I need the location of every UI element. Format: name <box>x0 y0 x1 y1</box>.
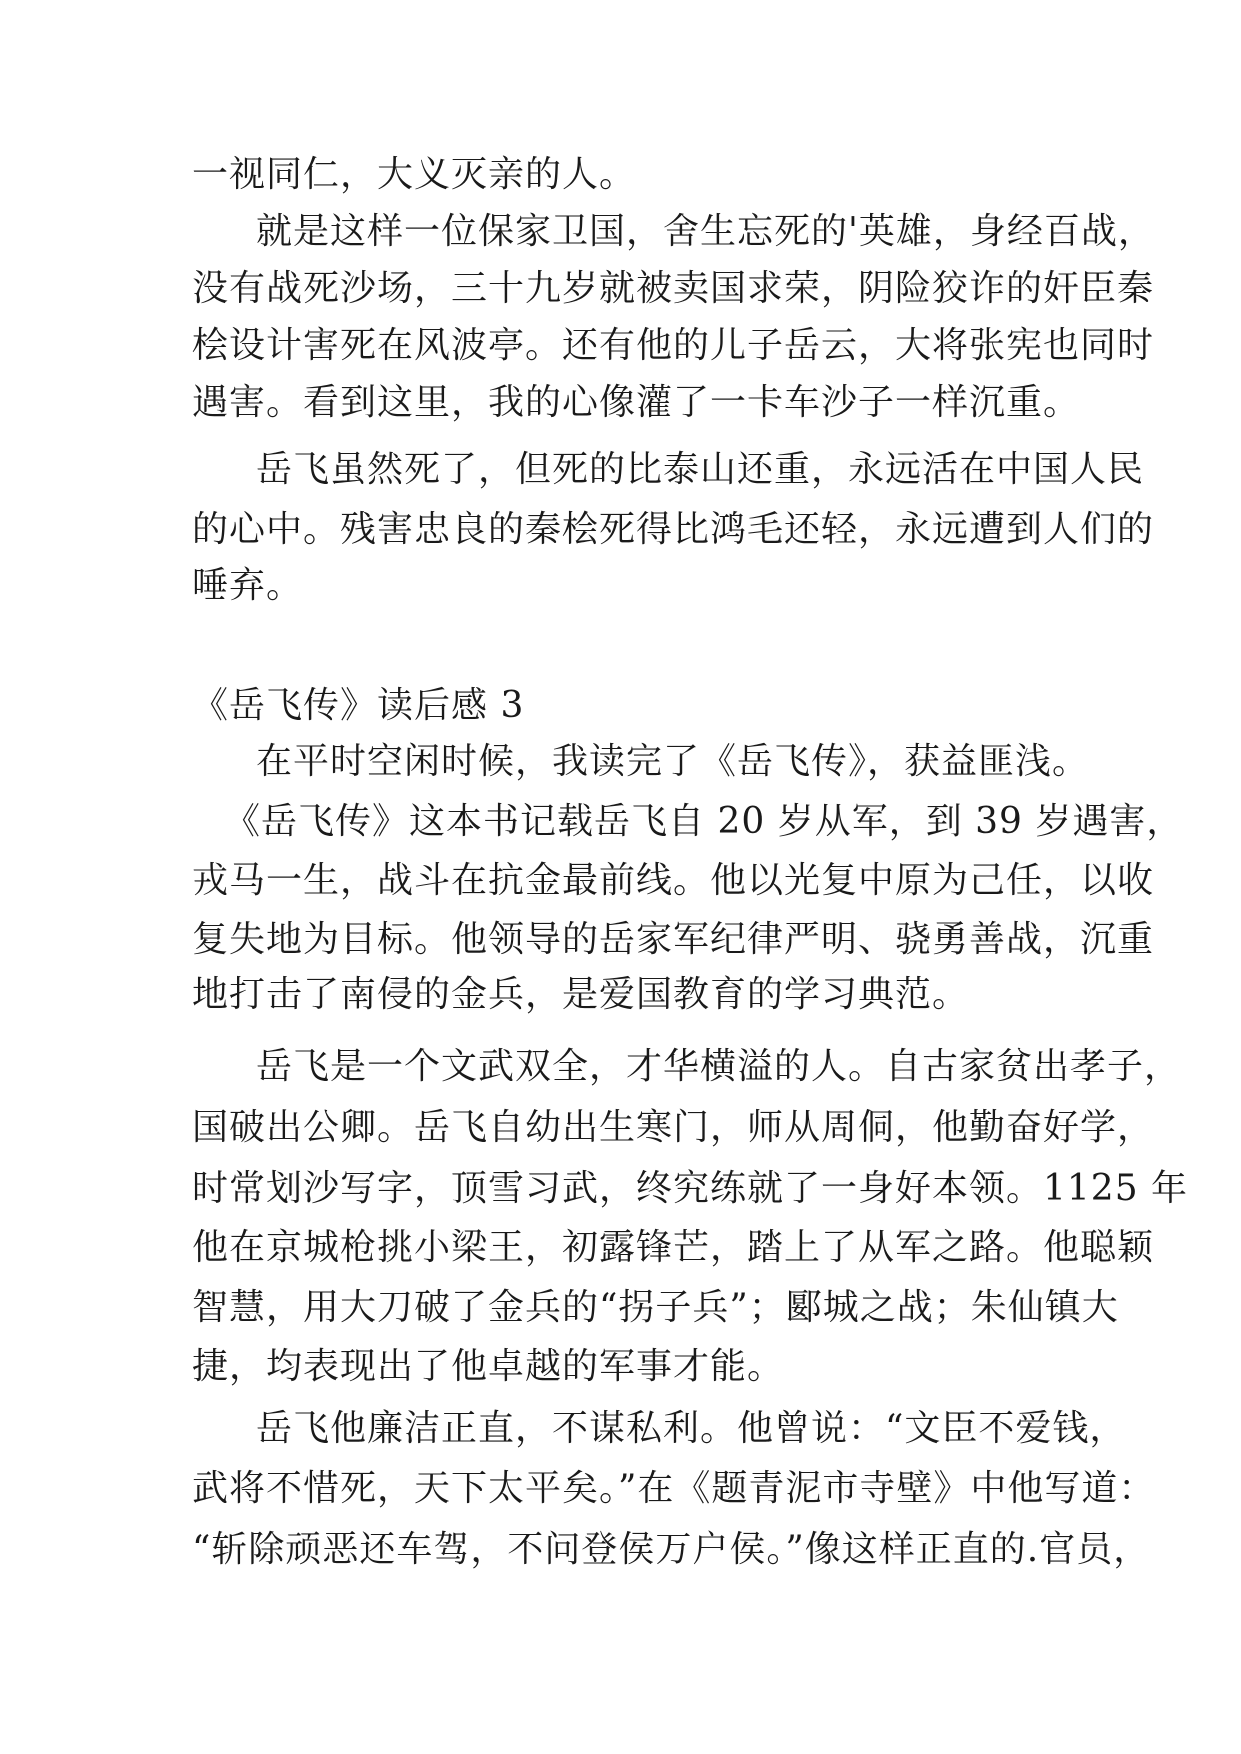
text-line: 一视同仁，大义灭亲的人。 <box>192 154 637 195</box>
text-line: 智慧，用大刀破了金兵的“拐子兵”；郾城之战；朱仙镇大 <box>192 1287 1119 1328</box>
text-line: 时常划沙写字，顶雪习武，终究练就了一身好本领。1125 年 <box>192 1168 1189 1209</box>
text-line: “斩除顽恶还车驾，不问登侯万户侯。”像这样正直的.官员， <box>192 1529 1151 1570</box>
text-line: 没有战死沙场，三十九岁就被卖国求荣，阴险狡诈的奸臣秦 <box>192 268 1155 309</box>
text-line: 他在京城枪挑小梁王，初露锋芒，踏上了从军之路。他聪颖 <box>192 1227 1155 1268</box>
text-line: 捷，均表现出了他卓越的军事才能。 <box>192 1346 785 1387</box>
text-line: 《岳飞传》这本书记载岳飞自 20 岁从军，到 39 岁遇害， <box>224 801 1184 842</box>
text-line: 武将不惜死，天下太平矣。”在《题青泥市寺壁》中他写道： <box>192 1468 1156 1509</box>
text-line: 岳飞虽然死了，但死的比泰山还重，永远活在中国人民 <box>256 449 1145 490</box>
text-line: 岳飞他廉洁正直，不谋私利。他曾说：“文臣不爱钱， <box>256 1408 1127 1449</box>
text-line: 复失地为目标。他领导的岳家军纪律严明、骁勇善战，沉重 <box>192 919 1155 960</box>
text-line: 岳飞是一个文武双全，才华横溢的人。自古家贫出孝子， <box>256 1046 1182 1087</box>
text-line: 遇害。看到这里，我的心像灌了一卡车沙子一样沉重。 <box>192 382 1081 423</box>
text-line: 戎马一生，战斗在抗金最前线。他以光复中原为己任，以收 <box>192 860 1155 901</box>
text-line: 桧设计害死在风波亭。还有他的儿子岳云，大将张宪也同时 <box>192 325 1155 366</box>
text-line: 就是这样一位保家卫国，舍生忘死的'英雄，身经百战， <box>256 211 1155 252</box>
text-line: 唾弃。 <box>192 565 304 606</box>
text-line: 地打击了南侵的金兵，是爱国教育的学习典范。 <box>192 974 970 1015</box>
text-line: 的心中。残害忠良的秦桧死得比鸿毛还轻，永远遭到人们的 <box>192 509 1155 550</box>
text-line: 国破出公卿。岳飞自幼出生寒门，师从周侗，他勤奋好学， <box>192 1107 1155 1148</box>
text-line: 在平时空闲时候，我读完了《岳飞传》，获益匪浅。 <box>256 741 1090 782</box>
section-heading: 《岳飞传》读后感 3 <box>192 685 525 726</box>
